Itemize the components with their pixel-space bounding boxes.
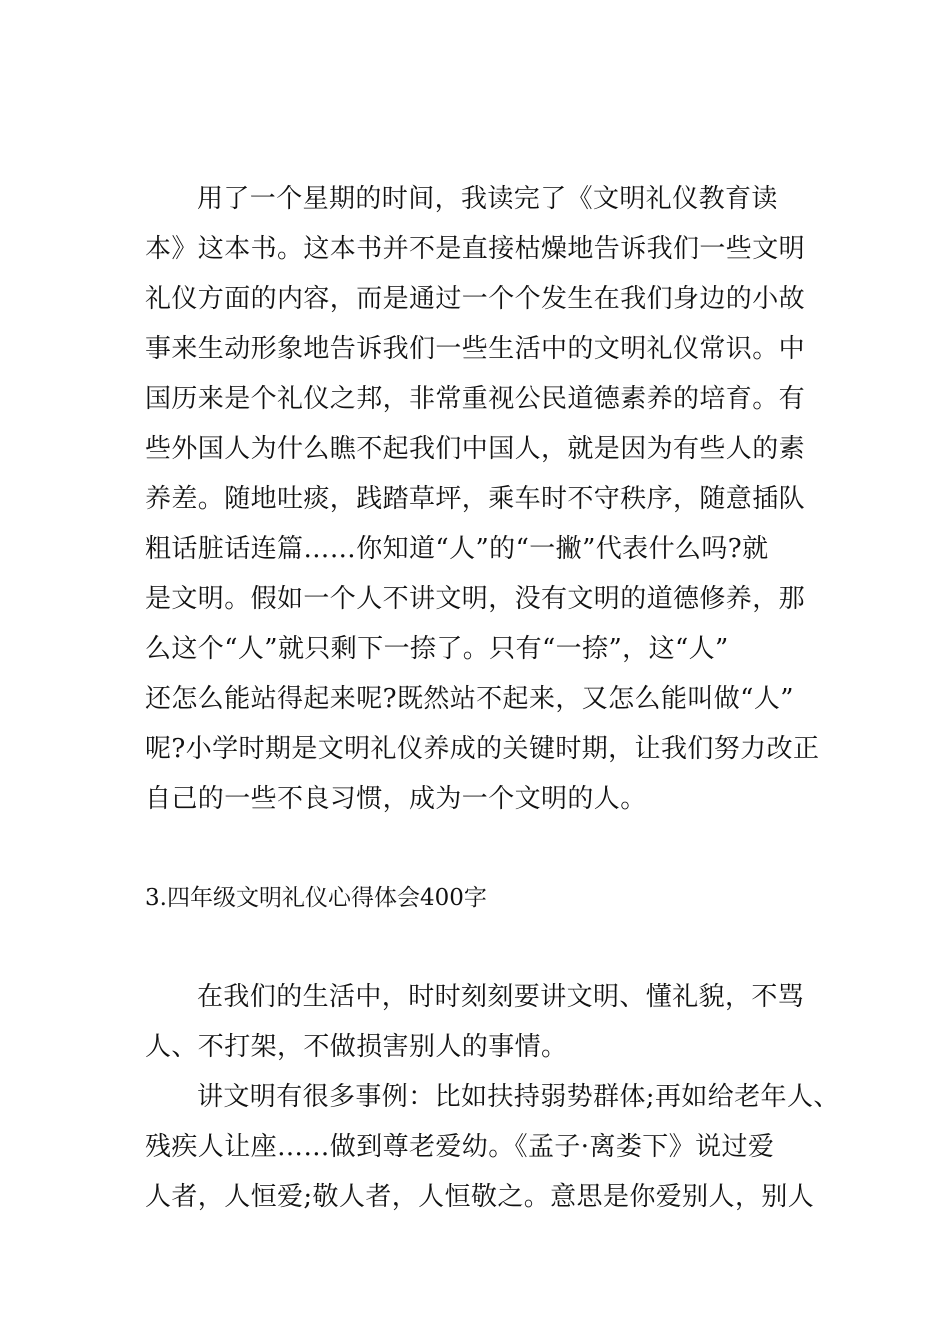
paragraph-1-line-2: 本》这本书。这本书并不是直接枯燥地告诉我们一些文明 (145, 234, 806, 264)
paragraph-1-line-5: 国历来是个礼仪之邦，非常重视公民道德素养的培育。有 (145, 384, 806, 414)
paragraph-1-line-1: 用了一个星期的时间，我读完了《文明礼仪教育读 (197, 184, 778, 214)
paragraph-1-line-12: 呢?小学时期是文明礼仪养成的关键时期，让我们努力改正 (145, 734, 820, 764)
paragraph-1-line-7: 养差。随地吐痰，践踏草坪，乘车时不守秩序，随意插队 (145, 484, 806, 514)
paragraph-2-line-1: 在我们的生活中，时时刻刻要讲文明、懂礼貌，不骂 (197, 982, 805, 1012)
paragraph-3-line-1: 讲文明有很多事例：比如扶持弱势群体;再如给老年人、 (197, 1082, 840, 1112)
paragraph-1-line-3: 礼仪方面的内容，而是通过一个个发生在我们身边的小故 (145, 284, 806, 314)
paragraph-1-line-10: 么这个“人”就只剩下一捺了。只有“一捺”，这“人” (145, 634, 729, 664)
paragraph-1-line-6: 些外国人为什么瞧不起我们中国人，就是因为有些人的素 (145, 434, 806, 464)
paragraph-1-line-9: 是文明。假如一个人不讲文明，没有文明的道德修养，那 (145, 584, 806, 614)
paragraph-1-line-11: 还怎么能站得起来呢?既然站不起来，又怎么能叫做“人” (145, 684, 794, 714)
paragraph-1-line-13: 自己的一些不良习惯，成为一个文明的人。 (145, 784, 647, 814)
paragraph-2-line-2: 人、不打架，不做损害别人的事情。 (145, 1032, 568, 1062)
paragraph-1-line-4: 事来生动形象地告诉我们一些生活中的文明礼仪常识。中 (145, 334, 806, 364)
paragraph-3-line-2: 残疾人让座……做到尊老爱幼。《孟子·离娄下》说过爱 (145, 1132, 775, 1162)
section-heading: 3.四年级文明礼仪心得体会400字 (145, 885, 487, 911)
paragraph-3-line-3: 人者，人恒爱;敬人者，人恒敬之。意思是你爱别人，别人 (145, 1182, 815, 1212)
paragraph-1-line-8: 粗话脏话连篇……你知道“人”的“一撇”代表什么吗?就 (145, 534, 769, 564)
